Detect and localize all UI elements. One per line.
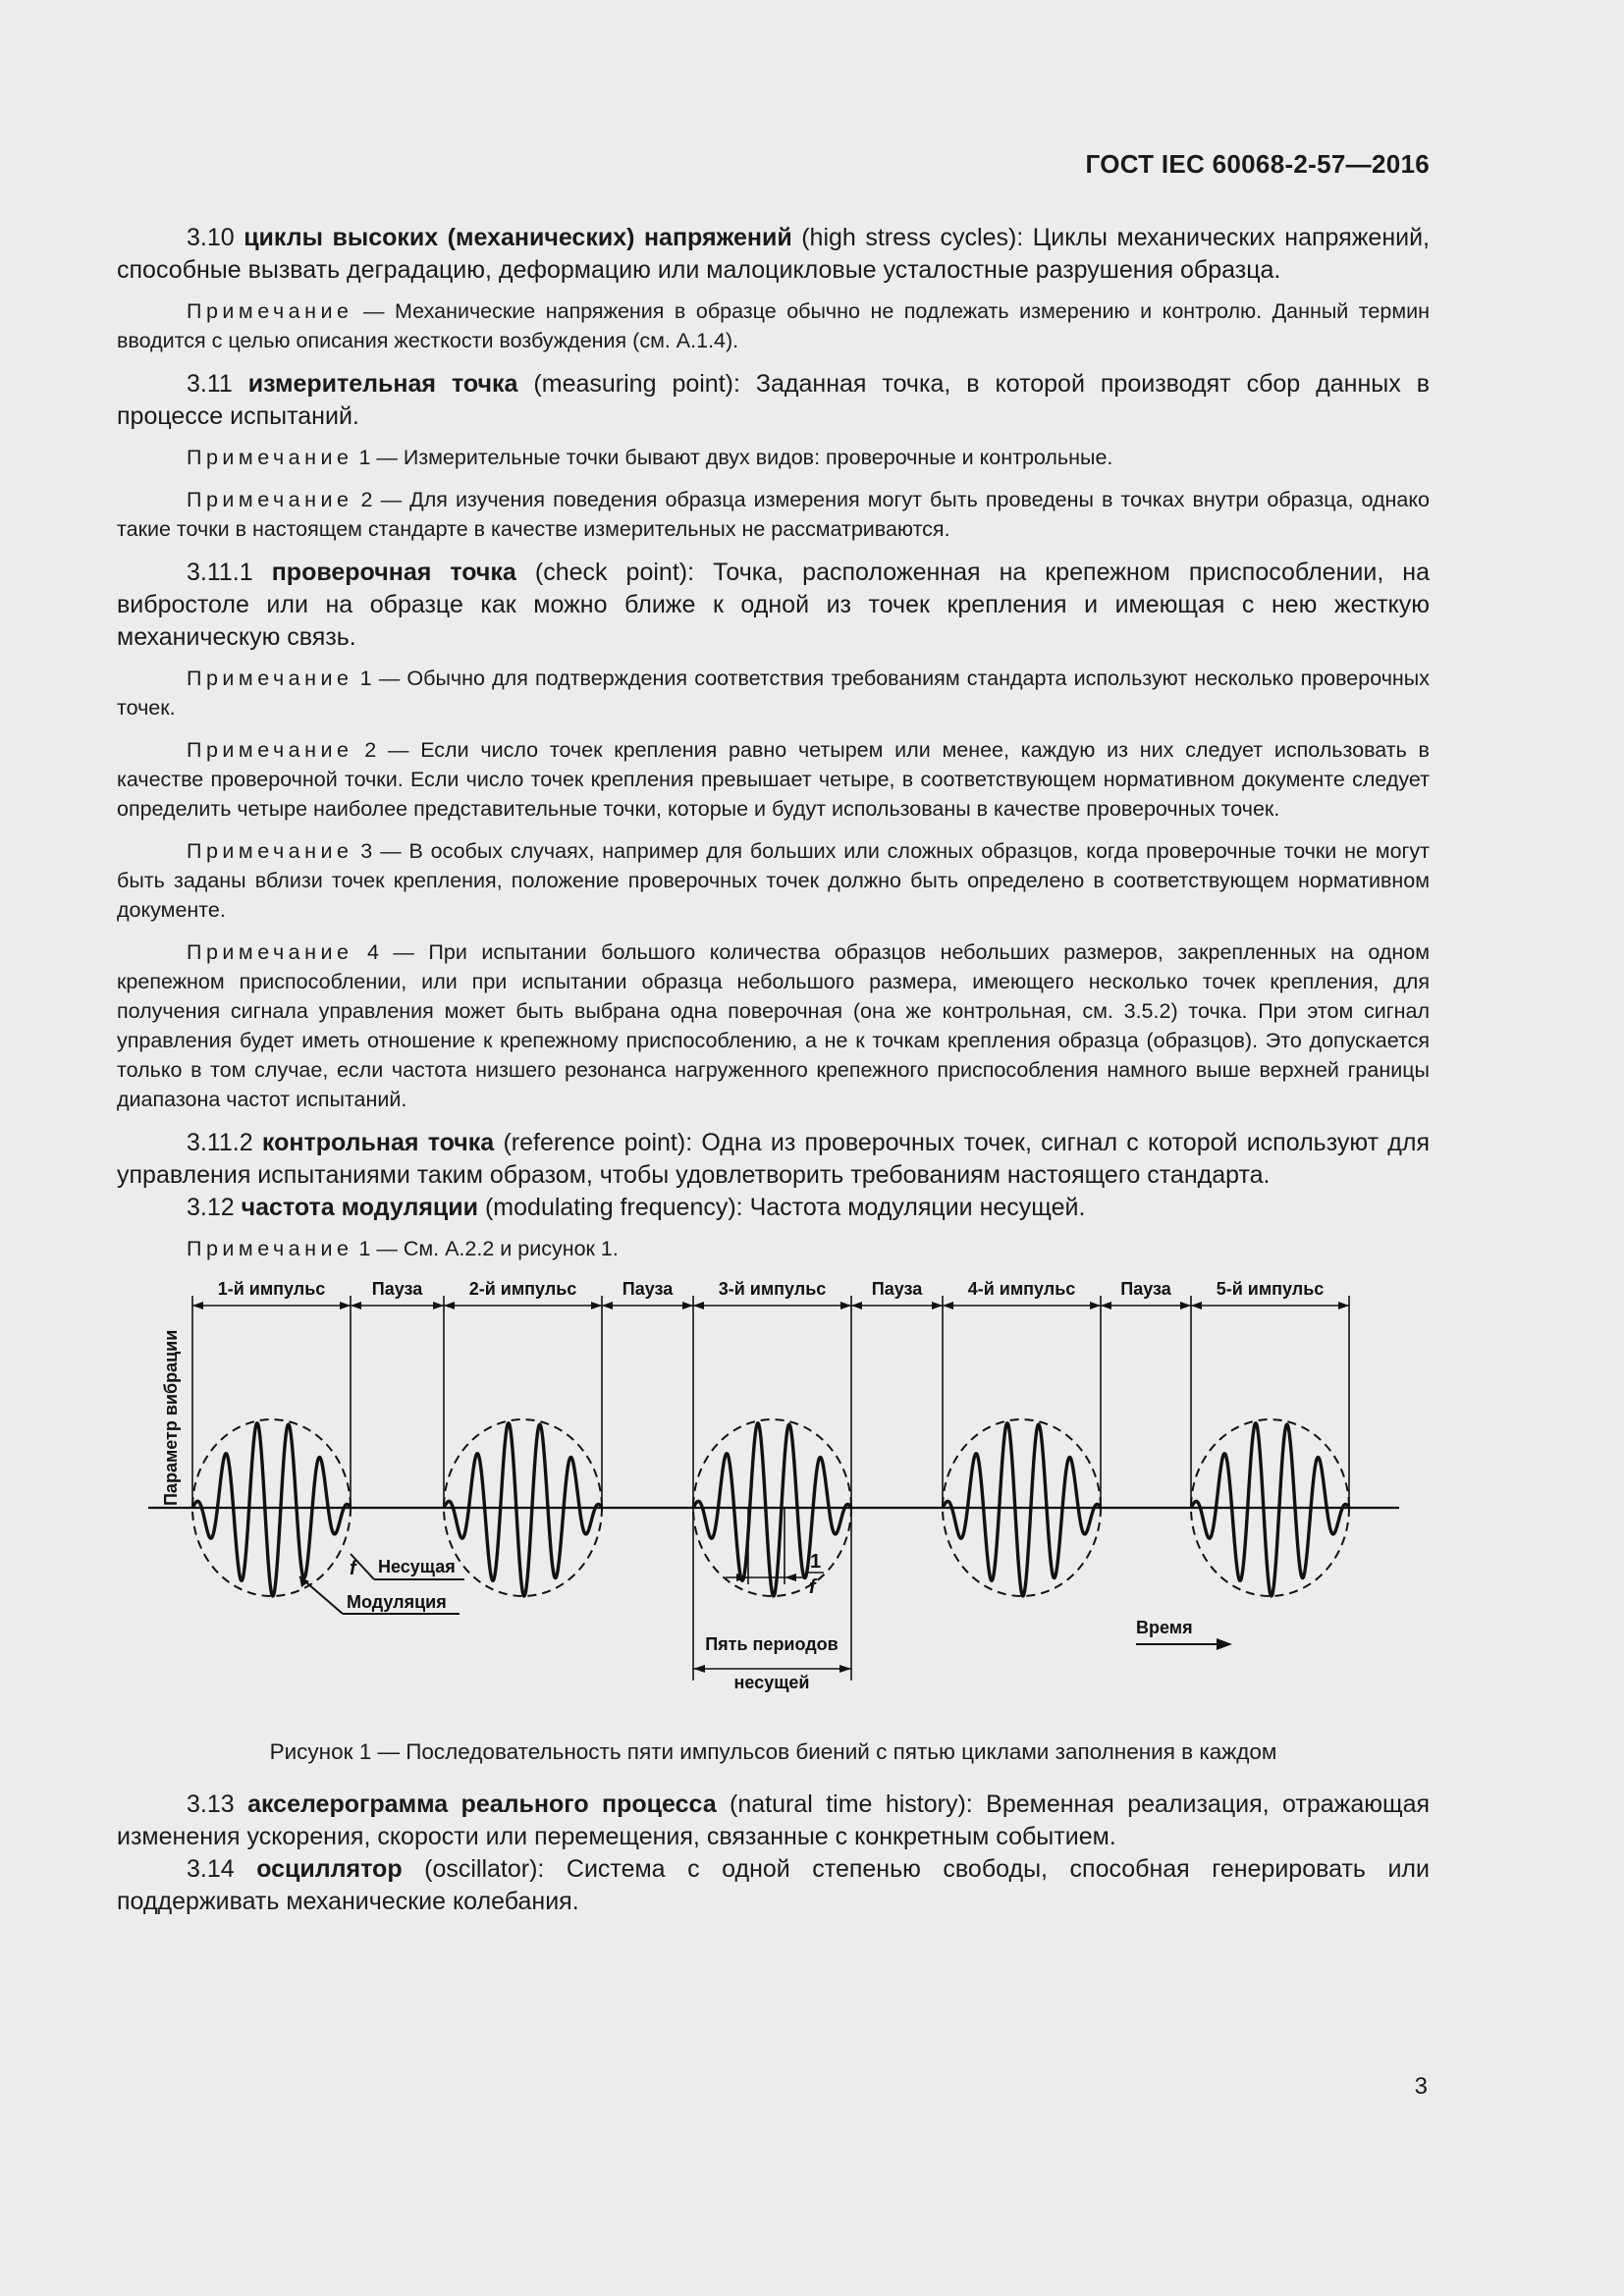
time-label: Время (1136, 1618, 1193, 1637)
note-label: Примечание (187, 667, 353, 690)
clause-definition: Частота модуляции несущей. (749, 1194, 1086, 1221)
segment-label: 1-й импульс (217, 1279, 326, 1299)
note-text: 3 — В особых случаях, например для больших или сложных образцов, когда проверочные точки не могут быть заданы вблизи точек крепления, положение проверочных точек должно быть определено в соответствующем нормативном документе. (117, 839, 1430, 922)
note-text: 1 — См. А.2.2 и рисунок 1. (358, 1237, 619, 1260)
segment-arrow (1101, 1302, 1111, 1309)
note-text: 4 — При испытании большого количества образцов небольших размеров, закрепленных на одном крепежном приспособлении, или при испытании образца небольшого размера, имеющего несколько точек крепления, для получения сигнала управления может быть выбрана одна поверочная (она же контрольная, см. 3.5.2) точка. При этом сигнал управления будет иметь отношение к крепежному приспособлению, а не к точкам крепления образца (образцов). Это допускается только в том случае, если частота низшего резонанса нагруженного крепежного приспособления намного выше верхней границы диапазона частот испытаний. (117, 940, 1431, 1111)
clause-number: 3.14 (187, 1855, 235, 1883)
page-number: 3 (1414, 2073, 1428, 2100)
clause-definition: Временная реализация, отражающая изменения ускорения, скорости или перемещения, связанные с конкретным событием. (117, 1790, 1431, 1850)
clause-number: 3.10 (187, 224, 235, 251)
clause-term: частота модуляции (241, 1194, 479, 1221)
note-label: Примечание (187, 839, 353, 863)
clause-term: контрольная точка (261, 1129, 495, 1156)
segment-arrow (340, 1302, 351, 1309)
carrier-label: Несущая (378, 1557, 456, 1576)
clause-number: 3.11.2 (187, 1129, 253, 1156)
segment-arrow (1338, 1302, 1349, 1309)
note-text: 1 — Измерительные точки бывают двух видов: проверочные и контрольные. (358, 446, 1113, 469)
y-axis-label: Параметр вибрации (161, 1329, 181, 1506)
five-periods-label-line2: несущей (733, 1673, 810, 1692)
segment-arrow (851, 1302, 862, 1309)
note-text: — Механические напряжения в образце обычно не подлежать измерению и контролю. Данный термин вводится с целью описания жесткости возбуждения (см. А.1.4). (117, 299, 1430, 352)
clause-3-11 (117, 368, 1430, 433)
segment-arrow (932, 1302, 943, 1309)
period-denominator: f (809, 1576, 816, 1598)
clause-term: проверочная точка (271, 559, 516, 586)
figure-1 (117, 1276, 1430, 1737)
clause-english: (reference point): (503, 1129, 693, 1156)
segment-label: Пауза (622, 1279, 674, 1299)
note-text: 2 — Если число точек крепления равно четырем или менее, каждую из них следует использовать в качестве проверочной точки. Если число точек крепления превышает четыре, в соответствующем нормативном документе следует определить четыре наиболее представительные точки, которые и будут использованы в качестве проверочных точек. (117, 738, 1430, 821)
modulation-label: Модуляция (347, 1592, 447, 1612)
clause-english: (natural time history): (730, 1790, 973, 1818)
note-3-10 (117, 296, 1430, 355)
note-3-11-1-3 (117, 836, 1430, 925)
note-3-12-1 (117, 1234, 1430, 1263)
clause-term: осциллятор (256, 1855, 403, 1883)
note-3-11-1-4 (117, 937, 1430, 1114)
note-label: Примечание (187, 446, 353, 469)
note-label: Примечание (187, 1237, 353, 1260)
clause-term: циклы высоких (механических) напряжений (244, 224, 792, 251)
page-content (117, 222, 1430, 1928)
period-arrow-right (785, 1574, 796, 1581)
document-header: ГОСТ IEC 60068-2-57—2016 (1085, 149, 1430, 179)
segment-arrow (1191, 1302, 1202, 1309)
five-periods-arrow-left (693, 1665, 705, 1673)
clause-3-13 (117, 1789, 1430, 1853)
clause-3-14 (117, 1853, 1430, 1918)
note-3-11-1-1 (117, 664, 1430, 722)
clause-english: (modulating frequency): (484, 1194, 743, 1221)
segment-arrow (840, 1302, 851, 1309)
clause-english: (high stress cycles): (801, 224, 1024, 251)
clause-definition: Одна из проверочных точек, сигнал с которой используют для управления испытаниями таким образом, чтобы удовлетворить требованиям настоящего стандарта. (117, 1129, 1430, 1189)
clause-term: измерительная точка (247, 370, 518, 398)
note-3-11-1-2 (117, 735, 1430, 824)
note-3-11-1 (117, 443, 1430, 472)
clause-definition: Точка, расположенная на крепежном приспособлении, на вибростоле или на образце как можно ближе к одной из точек крепления и имеющая с нею жесткую механическую связь. (117, 559, 1431, 651)
segment-arrow (1090, 1302, 1101, 1309)
note-label: Примечание (187, 488, 353, 511)
clause-number: 3.11.1 (187, 559, 253, 586)
segment-label: Пауза (1120, 1279, 1171, 1299)
clause-definition: Система с одной степенью свободы, способная генерировать или поддерживать механические колебания. (117, 1855, 1430, 1915)
carrier-symbol: f (350, 1558, 356, 1579)
segment-arrow (693, 1302, 704, 1309)
note-label: Примечание (187, 940, 353, 964)
segment-arrow (591, 1302, 602, 1309)
segment-label: Пауза (871, 1279, 923, 1299)
segment-arrow (682, 1302, 693, 1309)
note-3-11-2 (117, 485, 1430, 544)
clause-3-10 (117, 222, 1430, 287)
clause-english: (oscillator): (424, 1855, 545, 1883)
segment-arrow (192, 1302, 203, 1309)
segment-label: 3-й импульс (718, 1279, 827, 1299)
clause-definition: Циклы механических напряжений, способные вызвать деградацию, деформацию или малоцикловые усталостные разрушения образца. (117, 224, 1430, 284)
clause-number: 3.11 (187, 370, 233, 398)
clause-term: акселерограмма реального процесса (247, 1790, 717, 1818)
clause-3-11-1 (117, 557, 1430, 654)
note-text: 1 — Обычно для подтверждения соответствия требованиям стандарта используют несколько проверочных точек. (117, 667, 1430, 720)
clause-number: 3.13 (187, 1790, 235, 1818)
five-periods-label-line1: Пять периодов (705, 1634, 839, 1654)
segment-label: 4-й импульс (967, 1279, 1076, 1299)
segment-arrow (433, 1302, 444, 1309)
segment-arrow (1180, 1302, 1191, 1309)
clause-number: 3.12 (187, 1194, 235, 1221)
note-text: 2 — Для изучения поведения образца измерения могут быть проведены в точках внутри образца, однако такие точки в настоящем стандарте в качестве измерительных не рассматриваются. (117, 488, 1430, 541)
period-numerator: 1 (810, 1551, 822, 1573)
note-label: Примечание (187, 738, 353, 762)
segment-label: 2-й импульс (468, 1279, 577, 1299)
five-periods-arrow-right (839, 1665, 851, 1673)
figure-caption: Рисунок 1 — Последовательность пяти импульсов биений с пятью циклами заполнения в каждом (269, 1739, 1277, 1764)
clause-english: (check point): (534, 559, 695, 586)
beat-pulses-diagram (117, 1276, 1430, 1737)
time-arrow-head (1217, 1638, 1232, 1650)
segment-arrow (351, 1302, 361, 1309)
clause-english: (measuring point): (533, 370, 740, 398)
clause-definition: Заданная точка, в которой производят сбор данных в процессе испытаний. (117, 370, 1430, 430)
segment-arrow (602, 1302, 613, 1309)
clause-3-12 (117, 1192, 1430, 1224)
note-label: Примечание (187, 299, 353, 323)
segment-label: Пауза (371, 1279, 423, 1299)
segment-label: 5-й импульс (1216, 1279, 1325, 1299)
segment-arrow (444, 1302, 455, 1309)
segment-arrow (943, 1302, 953, 1309)
clause-3-11-2 (117, 1127, 1430, 1192)
